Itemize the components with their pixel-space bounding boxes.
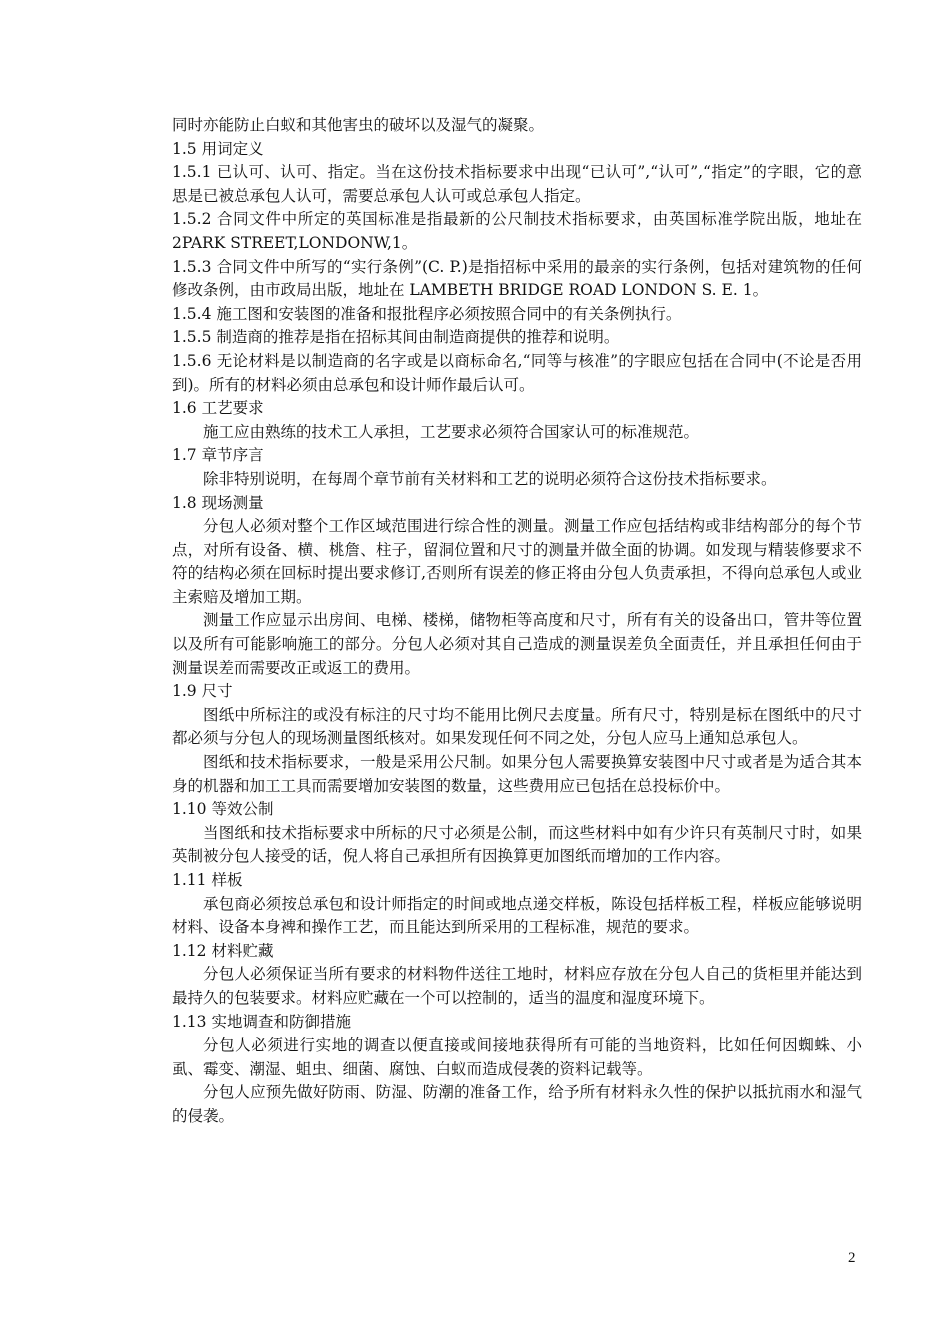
page-number: 2 [848, 1250, 856, 1266]
paragraph-1-9-b: 图纸和技术指标要求，一般是采用公尺制。如果分包人需要换算安装图中尺寸或者是为适合其本身的机器和加工工具而需要增加安装图的数量，这些费用应已包括在总投标价中。 [172, 753, 862, 795]
paragraph-1-6: 施工应由熟练的技术工人承担，工艺要求必须符合国家认可的标准规范。 [203, 422, 700, 441]
section-heading-1-9: 1.9 尺寸 [172, 682, 233, 701]
paragraph-1-8-a: 分包人必须对整个工作区域范围进行综合性的测量。测量工作应包括结构或非结构部分的每个节点，对所有设备、横、桃詹、柱子，留洞位置和尺寸的测量并做全面的协调。如发现与精装修要求不符的结构必须在回标时提出要求修订,否则所有误差的修正将由分包人负责承担，不得向总承包人或业主索赔及增加工期。 [172, 517, 862, 606]
clause-1-5-6: 1.5.6 无论材料是以制造商的名字或是以商标命名,“同等与核准”的字眼应包括在合同中(不论是否用到)。所有的材料必须由总承包和设计师作最后认可。 [172, 351, 862, 394]
paragraph-1-13-b: 分包人应预先做好防雨、防湿、防潮的准备工作，给予所有材料永久性的保护以抵抗雨水和湿气的侵袭。 [172, 1083, 862, 1125]
section-heading-1-12: 1.12 材料贮藏 [172, 941, 274, 960]
section-heading-1-13: 1.13 实地调查和防御措施 [172, 1012, 351, 1031]
clause-1-5-2: 1.5.2 合同文件中所定的英国标准是指最新的公尺制技术指标要求，由英国标准学院出版，地址在 2PARK STREET,LONDONW,1。 [172, 210, 862, 252]
section-heading-1-6: 1.6 工艺要求 [172, 399, 264, 418]
section-heading-1-8: 1.8 现场测量 [172, 493, 264, 512]
paragraph-1-9-a: 图纸中所标注的或没有标注的尺寸均不能用比例尺去度量。所有尺寸，特别是标在图纸中的尺寸都必须与分包人的现场测量图纸核对。如果发现任何不同之处，分包人应马上通知总承包人。 [172, 705, 862, 748]
paragraph-1-7: 除非特别说明，在每周个章节前有关材料和工艺的说明必须符合这份技术指标要求。 [203, 469, 777, 488]
paragraph-1-13-a: 分包人必须进行实地的调查以便直接或间接地获得所有可能的当地资料，比如任何因蜘蛛、小虱、霉变、潮湿、蛆虫、细菌、腐蚀、白蚁而造成侵袭的资料记载等。 [172, 1036, 862, 1078]
section-heading-1-7: 1.7 章节序言 [172, 446, 264, 465]
clause-1-5-4: 1.5.4 施工图和安装图的准备和报批程序必须按照合同中的有关条例执行。 [172, 304, 682, 323]
section-heading-1-11: 1.11 样板 [172, 871, 243, 889]
paragraph-1-11: 承包商必须按总承包和设计师指定的时间或地点递交样板，陈设包括样板工程，样板应能够说明材料、设备本身裨和操作工艺，而且能达到所采用的工程标准，规范的要求。 [172, 894, 862, 937]
clause-1-5-3: 1.5.3 合同文件中所写的“实行条例”(C. P.)是指招标中采用的最亲的实行条例，包括对建筑物的任何修改条例，由市政局出版，地址在 LAMBETH BRIDGE ROAD LONDON S. E. 1。 [172, 257, 862, 300]
paragraph-1-8-b: 测量工作应显示出房间、电梯、楼梯，储物柜等高度和尺寸，所有有关的设备出口，管井等位置以及所有可能影响施工的部分。分包人必须对其自己造成的测量误差负全面责任，并且承担任何由于测量误差而需要改正或返工的费用。 [172, 611, 862, 677]
clause-1-5-5: 1.5.5 制造商的推荐是指在招标其间由制造商提供的推荐和说明。 [172, 328, 620, 347]
document-body [172, 114, 862, 1129]
section-heading-1-5: 1.5 用词定义 [172, 139, 264, 158]
clause-1-5-1: 1.5.1 已认可、认可、指定。当在这份技术指标要求中出现“已认可”,“认可”,“指定”的字眼，它的意思是已被总承包人认可，需要总承包人认可或总承包人指定。 [172, 163, 862, 205]
section-heading-1-10: 1.10 等效公制 [172, 800, 274, 819]
paragraph-1-12: 分包人必须保证当所有要求的材料物件送往工地时，材料应存放在分包人自己的货柜里并能达到最持久的包装要求。材料应贮藏在一个可以控制的，适当的温度和湿度环境下。 [172, 965, 862, 1007]
paragraph-continuation: 同时亦能防止白蚁和其他害虫的破坏以及湿气的凝聚。 [172, 116, 545, 134]
paragraph-1-10: 当图纸和技术指标要求中所标的尺寸必须是公制，而这些材料中如有少许只有英制尺寸时，如果英制被分包人接受的话，倪人将自己承担所有因换算更加图纸而增加的工作内容。 [172, 823, 862, 866]
